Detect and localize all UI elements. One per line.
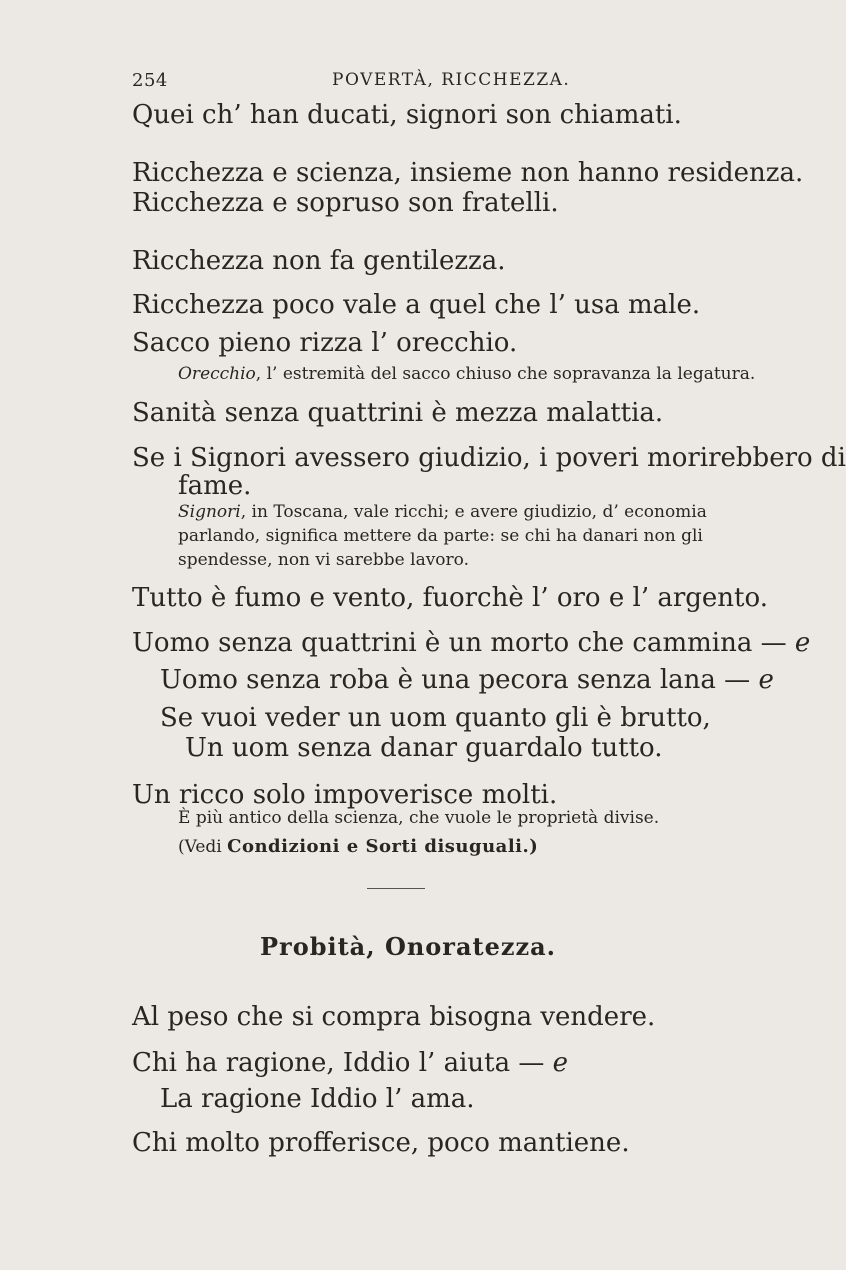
proverb-line: Ricchezza e scienza, insieme non hanno residenza. [132, 158, 804, 188]
proverb-line: Ricchezza non fa gentilezza. [132, 246, 506, 276]
proverb-line: Al peso che si compra bisogna vendere. [132, 1002, 656, 1032]
proverb-line: Se i Signori avessero giudizio, i poveri morirebbero di [132, 443, 846, 473]
footnote-text: , l’ estremità del sacco chiuso che sopravanza la legatura. [255, 364, 756, 384]
proverb-line [132, 1048, 568, 1078]
proverb-line: Ricchezza e sopruso son fratelli. [132, 188, 559, 218]
footnote: È più antico della scienza, che vuole le proprietà divise. [178, 808, 660, 828]
proverb-line [132, 628, 810, 658]
proverb-line-continued: fame. [178, 471, 252, 501]
proverb-line: Un uom senza danar guardalo tutto. [185, 733, 663, 763]
footnote-term: Orecchio [178, 364, 256, 384]
cross-reference-link: Condizioni e Sorti disuguali.) [227, 836, 539, 857]
continuation-marker: e [794, 628, 811, 658]
cross-reference-prefix: (Vedi [178, 837, 222, 857]
footnote-term: Signori [178, 502, 241, 522]
proverb-line: Ricchezza poco vale a quel che l’ usa male. [132, 290, 701, 320]
cross-reference [178, 836, 538, 857]
proverb-text: Chi ha ragione, Iddio l’ aiuta — [132, 1048, 545, 1078]
proverb-line: Sanità senza quattrini è mezza malattia. [132, 398, 664, 428]
proverb-line [160, 665, 774, 695]
footnote-text: , in Toscana, vale ricchi; e avere giudizio, d’ economia parlando, significa mettere da parte: se chi ha danari non gli spendesse, non vi sarebbe lavoro. [178, 502, 707, 570]
proverb-text: Uomo senza roba è una pecora senza lana — [160, 665, 751, 695]
page-number: 254 [132, 70, 168, 91]
running-title: POVERTÀ, RICCHEZZA. [332, 70, 571, 90]
proverb-line: Chi molto profferisce, poco mantiene. [132, 1128, 630, 1158]
footnote [178, 500, 738, 572]
proverb-line: Quei ch’ han ducati, signori son chiamati. [132, 100, 682, 130]
section-divider [367, 888, 425, 889]
proverb-line: Un ricco solo impoverisce molti. [132, 780, 558, 810]
section-heading: Probità, Onoratezza. [260, 932, 557, 961]
continuation-marker: e [758, 665, 774, 695]
proverb-line: Tutto è fumo e vento, fuorchè l’ oro e l’ argento. [132, 583, 768, 613]
proverb-line: La ragione Iddio l’ ama. [160, 1084, 475, 1114]
continuation-marker: e [552, 1048, 568, 1078]
proverb-text: Uomo senza quattrini è un morto che cammina — [132, 628, 787, 658]
footnote [178, 362, 755, 386]
proverb-line: Sacco pieno rizza l’ orecchio. [132, 328, 518, 358]
proverb-line: Se vuoi veder un uom quanto gli è brutto, [160, 703, 711, 733]
